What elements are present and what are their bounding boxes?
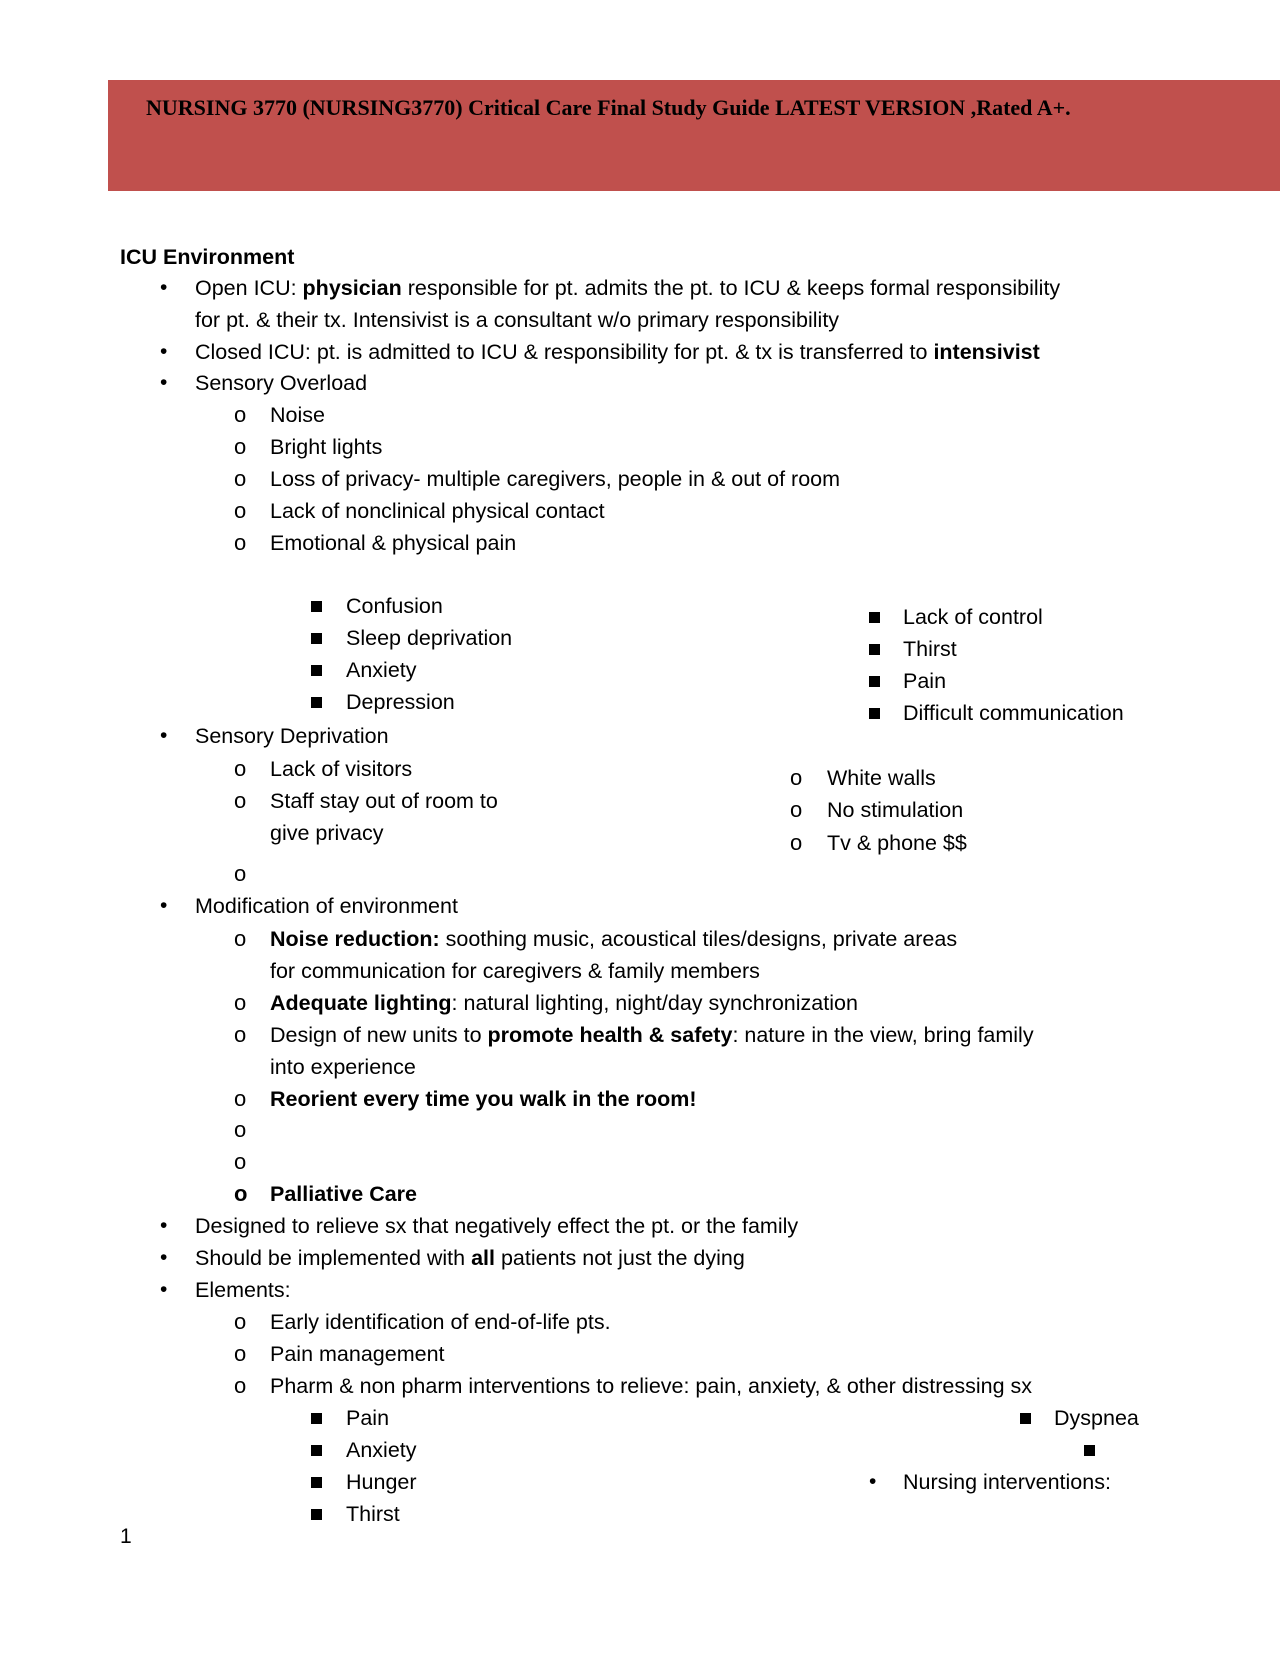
title-banner (108, 80, 1280, 191)
impl-pre: Should be implemented with (195, 1246, 472, 1270)
impl-rest: patients not just the dying (494, 1246, 745, 1270)
design-bold: promote health & safety (487, 1023, 733, 1047)
list-item: Tv & phone $$ (827, 831, 967, 855)
square-bullet-icon (1084, 1445, 1095, 1456)
sensory-deprivation-label: Sensory Deprivation (195, 724, 389, 748)
sub-bullet: o (790, 797, 803, 822)
closed-icu-bold: intensivist (933, 340, 1040, 364)
bullet: • (160, 1278, 168, 1301)
list-item: Pain (903, 669, 947, 693)
sub-bullet: o (234, 926, 247, 951)
list-item: Dyspnea (1054, 1406, 1139, 1430)
sub-bullet: o (790, 765, 803, 790)
sub-bullet: o (234, 1341, 247, 1366)
nursing-interventions-label: Nursing interventions: (903, 1470, 1111, 1494)
sub-bullet: o (234, 861, 247, 886)
open-icu-rest: responsible for pt. admits the pt. to ICU & keeps formal responsibility (401, 276, 1061, 300)
implemented-line (195, 1242, 745, 1274)
square-bullet-icon (311, 697, 322, 708)
elements-label: Elements: (195, 1278, 291, 1302)
sub-bullet: o (234, 788, 247, 813)
lighting-bold: Adequate lighting (270, 991, 452, 1015)
list-item: Anxiety (346, 1438, 417, 1462)
design-line (270, 1019, 1034, 1051)
square-bullet-icon (1020, 1413, 1031, 1424)
square-bullet-icon (869, 644, 880, 655)
open-icu-prefix: Open ICU: (195, 276, 303, 300)
sub-bullet: o (234, 1022, 247, 1047)
list-item: No stimulation (827, 798, 964, 822)
list-item: Hunger (346, 1470, 417, 1494)
noise-line2: for communication for caregivers & family members (270, 959, 760, 983)
list-item: White walls (827, 766, 936, 790)
list-item: Depression (346, 690, 455, 714)
list-item: Thirst (903, 637, 957, 661)
bullet: • (869, 1470, 877, 1493)
list-item: Emotional & physical pain (270, 531, 517, 555)
sub-bullet: o (234, 402, 247, 427)
list-item: Sleep deprivation (346, 626, 513, 650)
open-icu-line2: for pt. & their tx. Intensivist is a consultant w/o primary responsibility (195, 308, 840, 332)
sub-bullet: o (790, 830, 803, 855)
bullet: • (160, 1214, 168, 1237)
lighting-rest: : natural lighting, night/day synchronization (451, 991, 858, 1015)
bullet: • (160, 1246, 168, 1269)
sub-bullet: o (234, 1086, 247, 1111)
designed-line: Designed to relieve sx that negatively effect the pt. or the family (195, 1214, 799, 1238)
lighting-line (270, 987, 858, 1019)
modification-label: Modification of environment (195, 894, 458, 918)
square-bullet-icon (311, 1445, 322, 1456)
open-icu-bold: physician (302, 276, 402, 300)
list-item: Pain management (270, 1342, 445, 1366)
list-item: Lack of visitors (270, 757, 413, 781)
list-item: Noise (270, 403, 325, 427)
design-line2: into experience (270, 1055, 416, 1079)
document-title: NURSING 3770 (NURSING3770) Critical Care Final Study Guide LATEST VERSION ,Rated A+. (146, 95, 1071, 120)
square-bullet-icon (869, 676, 880, 687)
sub-bullet: o (234, 1373, 247, 1398)
page-number: 1 (120, 1525, 132, 1548)
list-item: Lack of control (903, 605, 1043, 629)
square-bullet-icon (311, 1477, 322, 1488)
list-item: Difficult communication (903, 701, 1124, 725)
square-bullet-icon (869, 612, 880, 623)
bullet: • (160, 340, 168, 363)
sub-bullet: o (234, 1309, 247, 1334)
list-item: Confusion (346, 594, 443, 618)
list-item: Bright lights (270, 435, 383, 459)
bullet: • (160, 371, 168, 394)
closed-icu-line (195, 336, 1040, 368)
list-item: Pain (346, 1406, 390, 1430)
noise-rest: soothing music, acoustical tiles/designs, private areas (439, 927, 958, 951)
list-item: Loss of privacy- multiple caregivers, people in & out of room (270, 467, 841, 491)
noise-reduction-line (270, 923, 957, 955)
list-item: Lack of nonclinical physical contact (270, 499, 605, 523)
square-bullet-icon (311, 601, 322, 612)
list-item: Anxiety (346, 658, 417, 682)
square-bullet-icon (869, 708, 880, 719)
bullet: • (160, 894, 168, 917)
list-item-continuation: give privacy (270, 821, 384, 845)
square-bullet-icon (311, 633, 322, 644)
square-bullet-icon (311, 1413, 322, 1424)
sub-bullet: o (234, 1181, 248, 1206)
impl-bold: all (471, 1246, 495, 1270)
list-item: Staff stay out of room to (270, 789, 498, 813)
design-pre: Design of new units to (270, 1023, 488, 1047)
square-bullet-icon (311, 1509, 322, 1520)
sub-bullet: o (234, 498, 247, 523)
sensory-overload-label: Sensory Overload (195, 371, 368, 395)
sub-bullet: o (234, 1117, 247, 1142)
bullet: • (160, 724, 168, 747)
list-item: Early identification of end-of-life pts. (270, 1310, 611, 1334)
open-icu-line (195, 272, 1060, 304)
sub-bullet: o (234, 1149, 247, 1174)
design-rest: : nature in the view, bring family (732, 1023, 1034, 1047)
square-bullet-icon (311, 665, 322, 676)
section-heading: ICU Environment (120, 245, 295, 269)
sub-bullet: o (234, 434, 247, 459)
sub-bullet: o (234, 530, 247, 555)
closed-icu-text: Closed ICU: pt. is admitted to ICU & responsibility for pt. & tx is transferred to (195, 340, 934, 364)
list-item: Thirst (346, 1502, 400, 1526)
list-item: Pharm & non pharm interventions to relieve: pain, anxiety, & other distressing sx (270, 1374, 1033, 1398)
reorient-line: Reorient every time you walk in the room! (270, 1087, 697, 1111)
sub-bullet: o (234, 466, 247, 491)
bullet: • (160, 276, 168, 299)
sub-bullet: o (234, 990, 247, 1015)
noise-bold: Noise reduction: (270, 927, 440, 951)
palliative-care-heading: Palliative Care (270, 1182, 418, 1206)
sub-bullet: o (234, 756, 247, 781)
